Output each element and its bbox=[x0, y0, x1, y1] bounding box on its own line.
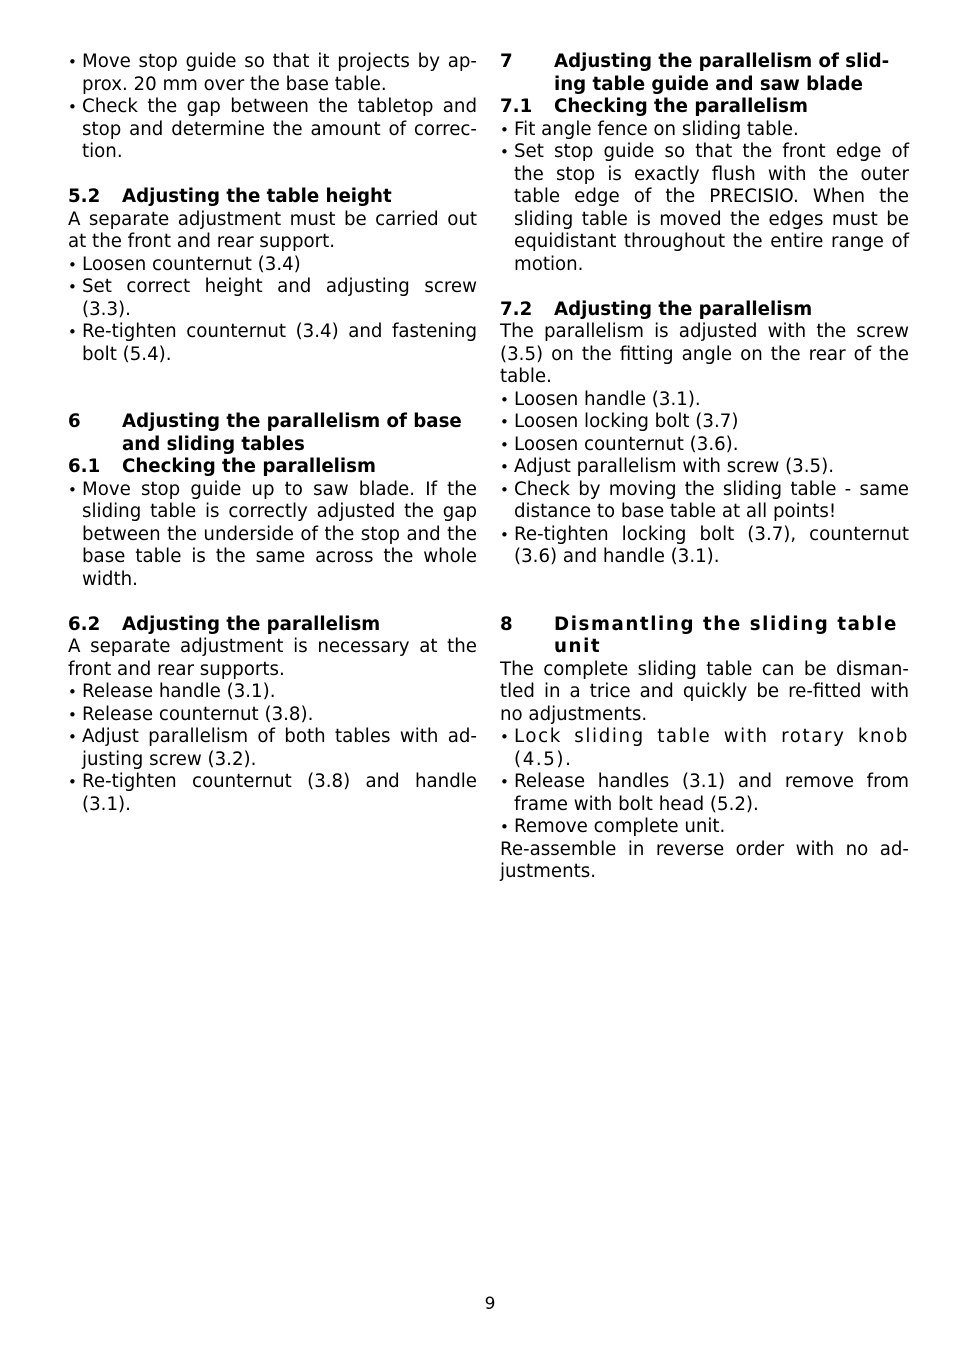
list-item: • Loosen handle (3.1). bbox=[500, 389, 909, 412]
left-column bbox=[68, 51, 477, 816]
section-heading-6-2 bbox=[68, 614, 477, 637]
section-title: Checking the parallelism bbox=[554, 96, 808, 117]
list-item: • Set correct height and adjusting screw (3.3). bbox=[68, 276, 477, 321]
list-item: • Adjust parallelism with screw (3.5). bbox=[500, 456, 909, 479]
section-number: 6 bbox=[68, 411, 81, 432]
section-title: Adjusting the table height bbox=[122, 186, 392, 207]
list-item: • Adjust parallelism of both tables with ad-justing screw (3.2). bbox=[68, 726, 477, 771]
list-item: • Release counternut (3.8). bbox=[68, 704, 477, 727]
paragraph: The complete sliding table can be disman-tled in a trice and quickly be re-fitted with no adjustments. bbox=[500, 658, 909, 725]
section-title: Adjusting the parallelism bbox=[554, 298, 813, 320]
list-item: • Move stop guide up to saw blade. If the sliding table is correctly adjusted the gap between the underside of the stop and the base table is the same across the whole width. bbox=[68, 479, 477, 592]
section-heading-7 bbox=[500, 51, 909, 96]
section-number: 7 bbox=[500, 51, 513, 72]
list-item: • Fit angle fence on sliding table. bbox=[500, 119, 909, 142]
section-heading-6-1 bbox=[68, 456, 477, 479]
section-title: Dismantling the sliding table unit bbox=[554, 613, 898, 657]
section-number: 7.2 bbox=[500, 298, 533, 320]
section-number: 6.2 bbox=[68, 613, 101, 635]
section-heading-7-2 bbox=[500, 299, 909, 322]
section-number: 5.2 bbox=[68, 186, 101, 207]
list-item: • Set stop guide so that the front edge of the stop is exactly flush with the outer table edge of the PRECISIO. When the sliding table is moved the edges must be equidistant throughout the entire range of motion. bbox=[500, 141, 909, 276]
paragraph: The parallelism is adjusted with the screw (3.5) on the fitting angle on the rear of the table. bbox=[500, 321, 909, 387]
page-number: 9 bbox=[484, 1294, 496, 1314]
section-title: Adjusting the parallelism of base and sliding tables bbox=[122, 411, 462, 455]
intro-bullet-list bbox=[68, 51, 477, 164]
list-item: • Release handles (3.1) and remove from frame with bolt head (5.2). bbox=[500, 771, 909, 816]
list-item: • Loosen counternut (3.4) bbox=[68, 254, 477, 277]
section-number: 8 bbox=[500, 613, 513, 635]
list-item: • Re-tighten counternut (3.8) and handle (3.1). bbox=[68, 771, 477, 816]
right-column bbox=[500, 51, 909, 884]
paragraph: A separate adjustment must be carried out at the front and rear support. bbox=[68, 208, 477, 252]
list-item: • Check the gap between the tabletop and stop and determine the amount of correc-tion. bbox=[68, 96, 477, 164]
section-heading-7-1 bbox=[500, 96, 909, 119]
section-heading-6 bbox=[68, 411, 477, 456]
bullet-list bbox=[68, 254, 477, 367]
section-heading-8 bbox=[500, 614, 909, 659]
closing-paragraph: Re-assemble in reverse order with no ad-justments. bbox=[500, 838, 909, 882]
bullet-list bbox=[500, 726, 909, 839]
section-heading-5-2 bbox=[68, 186, 477, 209]
list-item: • Check by moving the sliding table - same distance to base table at all points! bbox=[500, 479, 909, 524]
list-item: • Re-tighten counternut (3.4) and fastening bolt (5.4). bbox=[68, 321, 477, 366]
bullet-list bbox=[500, 389, 909, 569]
bullet-list bbox=[68, 681, 477, 816]
section-title: Adjusting the parallelism bbox=[122, 613, 381, 635]
list-item: • Re-tighten locking bolt (3.7), counternut (3.6) and handle (3.1). bbox=[500, 524, 909, 569]
list-item: • Release handle (3.1). bbox=[68, 681, 477, 704]
section-title: Checking the parallelism bbox=[122, 456, 376, 477]
list-item: • Loosen counternut (3.6). bbox=[500, 434, 909, 457]
section-number: 7.1 bbox=[500, 96, 533, 117]
list-item: • Loosen locking bolt (3.7) bbox=[500, 411, 909, 434]
bullet-list bbox=[500, 119, 909, 277]
section-number: 6.1 bbox=[68, 456, 101, 477]
list-item: • Remove complete unit. bbox=[500, 816, 909, 839]
section-title: Adjusting the parallelism of slid-ing table guide and saw blade bbox=[554, 51, 890, 95]
paragraph: A separate adjustment is necessary at the front and rear supports. bbox=[68, 636, 477, 680]
bullet-list bbox=[68, 479, 477, 592]
list-item: • Move stop guide so that it projects by ap-prox. 20 mm over the base table. bbox=[68, 51, 477, 96]
list-item: • Lock sliding table with rotary knob (4.5). bbox=[500, 726, 909, 771]
